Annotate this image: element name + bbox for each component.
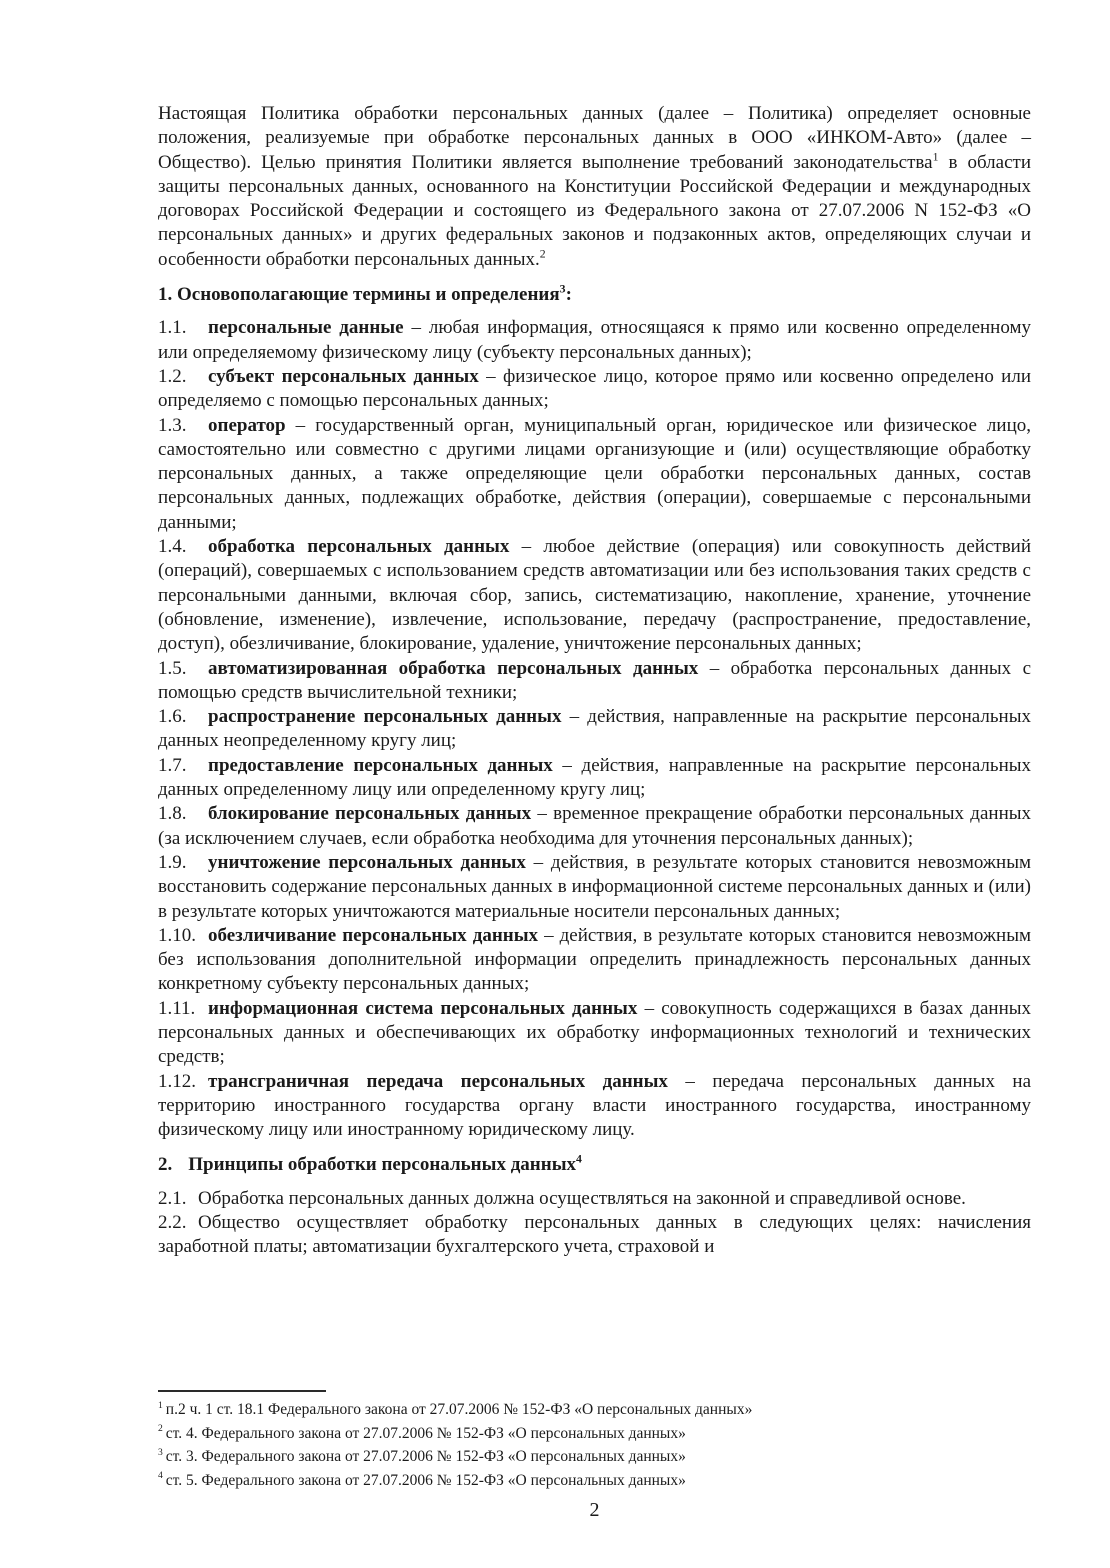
term-number: 1.1. xyxy=(158,317,187,339)
footnote-3-text: ст. 3. Федерального закона от 27.07.2006 № 152-ФЗ «О персональных данных» xyxy=(165,1448,686,1465)
term-item-1-12 xyxy=(158,1070,1031,1143)
term-name: распространение персональных данных xyxy=(208,706,562,728)
term-number: 1.12. xyxy=(158,1070,196,1092)
footnote-2-marker: 2 xyxy=(158,1423,163,1435)
document-body xyxy=(158,102,1031,1260)
term-number: 1.2. xyxy=(158,365,187,387)
term-name: оператор xyxy=(208,414,286,436)
term-name: автоматизированная обработка персональных данных xyxy=(208,657,699,679)
section-1-heading-text: 1. Основополагающие термины и определения xyxy=(158,284,560,306)
term-name: блокирование персональных данных xyxy=(208,803,532,825)
term-definition: – действия, в результате которых становится невозможным без использования дополнительной информации определить принадлежность персональных данных конкретному субъекту персональных данных; xyxy=(158,924,1032,995)
term-number: 1.10. xyxy=(158,924,196,946)
footnote-ref-4: 4 xyxy=(576,1153,582,1167)
term-item-1-5 xyxy=(158,657,1031,706)
term-definition: – действия, в результате которых становится невозможным восстановить содержание персональных данных в информационной системе персональных данных и (или) в результате которых уничтожаются материальные носители персональных данных; xyxy=(158,851,1032,922)
term-number: 1.7. xyxy=(158,754,187,776)
footnote-2 xyxy=(158,1422,1031,1446)
intro-paragraph xyxy=(158,102,1031,272)
term-definition: – обработка персональных данных с помощью средств вычислительной техники; xyxy=(158,657,1032,703)
term-definition: – передача персональных данных на территорию иностранного государства органу власти иностранного государства, иностранному физическому лицу или иностранному юридическому лицу. xyxy=(158,1070,1031,1141)
term-number: 1.6. xyxy=(158,706,187,728)
term-name: предоставление персональных данных xyxy=(208,754,553,776)
footnote-4 xyxy=(158,1469,1031,1493)
footnote-3 xyxy=(158,1445,1031,1469)
term-number: 1.9. xyxy=(158,851,187,873)
term-name: информационная система персональных данных xyxy=(208,997,638,1019)
term-item-1-9 xyxy=(158,851,1031,924)
footnote-1-marker: 1 xyxy=(158,1399,163,1411)
term-item-1-4 xyxy=(158,535,1031,656)
term-item-1-11 xyxy=(158,997,1031,1070)
term-definition: – государственный орган, муниципальный орган, юридическое или физическое лицо, самостоятельно или совместно с другими лицами организующие и (или) осуществляющие обработку персональных данных, а также определяющие цели обработки персональных данных, состав персональных данных, подлежащих обработке, действия (операции), совершаемые с персональными данными; xyxy=(158,414,1031,533)
clause-number: 2.2. xyxy=(158,1212,187,1234)
footnote-1 xyxy=(158,1398,1031,1422)
intro-text-2: в области защиты персональных данных, основанного на Конституции Российской Федерации и международных договорах Российской Федерации и состоящего из Федерального закона от 27.07.2006 N 152-ФЗ «О персональных данных» и других федеральных законов и подзаконных актов, определяющих случаи и особенности обработки персональных данных. xyxy=(158,151,1031,270)
section-1-heading-colon: : xyxy=(565,284,572,306)
term-item-1-8 xyxy=(158,802,1031,851)
term-number: 1.8. xyxy=(158,803,187,825)
term-item-1-2 xyxy=(158,365,1031,414)
term-name: обработка персональных данных xyxy=(208,536,510,558)
section-1-heading xyxy=(158,272,1031,316)
intro-text-1: Настоящая Политика обработки персональных данных (далее – Политика) определяет основные положения, реализуемые при обработке персональных данных в ООО «ИНКОМ-Авто» (далее – Общество). Целью принятия Политики является выполнение требований законодательства xyxy=(158,103,1031,173)
footnote-ref-2: 2 xyxy=(539,247,546,261)
term-definition: – действия, направленные на раскрытие персональных данных определенному лицу или определенному кругу лиц; xyxy=(158,754,1032,801)
term-item-1-10 xyxy=(158,924,1031,997)
term-item-1-1 xyxy=(158,316,1031,365)
clause-item-2-1 xyxy=(158,1187,1031,1211)
clause-text: Обработка персональных данных должна осуществляться на законной и справедливой основе. xyxy=(198,1187,966,1209)
footer-block xyxy=(158,1390,1031,1522)
term-number: 1.5. xyxy=(158,657,187,679)
clause-item-2-2 xyxy=(158,1211,1031,1260)
term-definition: – временное прекращение обработки персональных данных (за исключением случаев, если обработка необходима для уточнения персональных данных); xyxy=(158,803,1032,849)
clause-number: 2.1. xyxy=(158,1187,187,1209)
term-item-1-3 xyxy=(158,414,1031,535)
footnote-4-text: ст. 5. Федерального закона от 27.07.2006 № 152-ФЗ «О персональных данных» xyxy=(165,1471,686,1489)
term-definition: – совокупность содержащихся в базах данных персональных данных и обеспечивающих их обработку информационных технологий и технических средств; xyxy=(158,997,1032,1068)
footnote-4-marker: 4 xyxy=(158,1470,163,1482)
term-name: трансграничная передача персональных данных xyxy=(208,1070,668,1092)
term-number: 1.11. xyxy=(158,997,196,1019)
term-definition: – любое действие (операция) или совокупность действий (операций), совершаемых с использованием средств автоматизации или без использования таких средств с персональными данными, включая сбор, запись, систематизацию, накопление, хранение, уточнение (обновление, изменение), извлечение, использование, передачу (распространение, предоставление, доступ), обезличивание, блокирование, удаление, уничтожение персональных данных; xyxy=(158,536,1031,655)
term-name: субъект персональных данных xyxy=(208,365,479,387)
footnote-ref-3: 3 xyxy=(559,282,566,296)
term-name: обезличивание персональных данных xyxy=(208,924,539,946)
footnote-ref-1: 1 xyxy=(932,150,939,164)
term-definition: – действия, направленные на раскрытие персональных данных неопределенному кругу лиц; xyxy=(158,706,1031,752)
footnote-3-marker: 3 xyxy=(158,1446,163,1458)
section-2-heading-number: 2. xyxy=(158,1154,173,1176)
section-2-heading-text: Принципы обработки персональных данных xyxy=(188,1154,577,1176)
term-item-1-7 xyxy=(158,754,1031,803)
term-name: персональные данные xyxy=(208,317,404,339)
term-definition: – любая информация, относящаяся к прямо или косвенно определенному или определяемому физическому лицу (субъекту персональных данных); xyxy=(158,317,1032,363)
footnote-2-text: ст. 4. Федерального закона от 27.07.2006 № 152-ФЗ «О персональных данных» xyxy=(165,1424,686,1442)
footnote-1-text: п.2 ч. 1 ст. 18.1 Федерального закона от 27.07.2006 № 152-ФЗ «О персональных данных» xyxy=(165,1401,753,1418)
term-name: уничтожение персональных данных xyxy=(208,851,526,873)
footnote-separator xyxy=(158,1390,326,1392)
page-number: 2 xyxy=(589,1499,600,1521)
term-definition: – физическое лицо, которое прямо или косвенно определено или определяемо с помощью персональных данных; xyxy=(158,365,1032,412)
section-2-heading xyxy=(158,1142,1031,1186)
clause-text: Общество осуществляет обработку персональных данных в следующих целях: начисления заработной платы; автоматизации бухгалтерского учета, страховой и xyxy=(158,1212,1031,1258)
term-number: 1.4. xyxy=(158,536,187,558)
term-item-1-6 xyxy=(158,705,1031,754)
term-number: 1.3. xyxy=(158,414,187,436)
